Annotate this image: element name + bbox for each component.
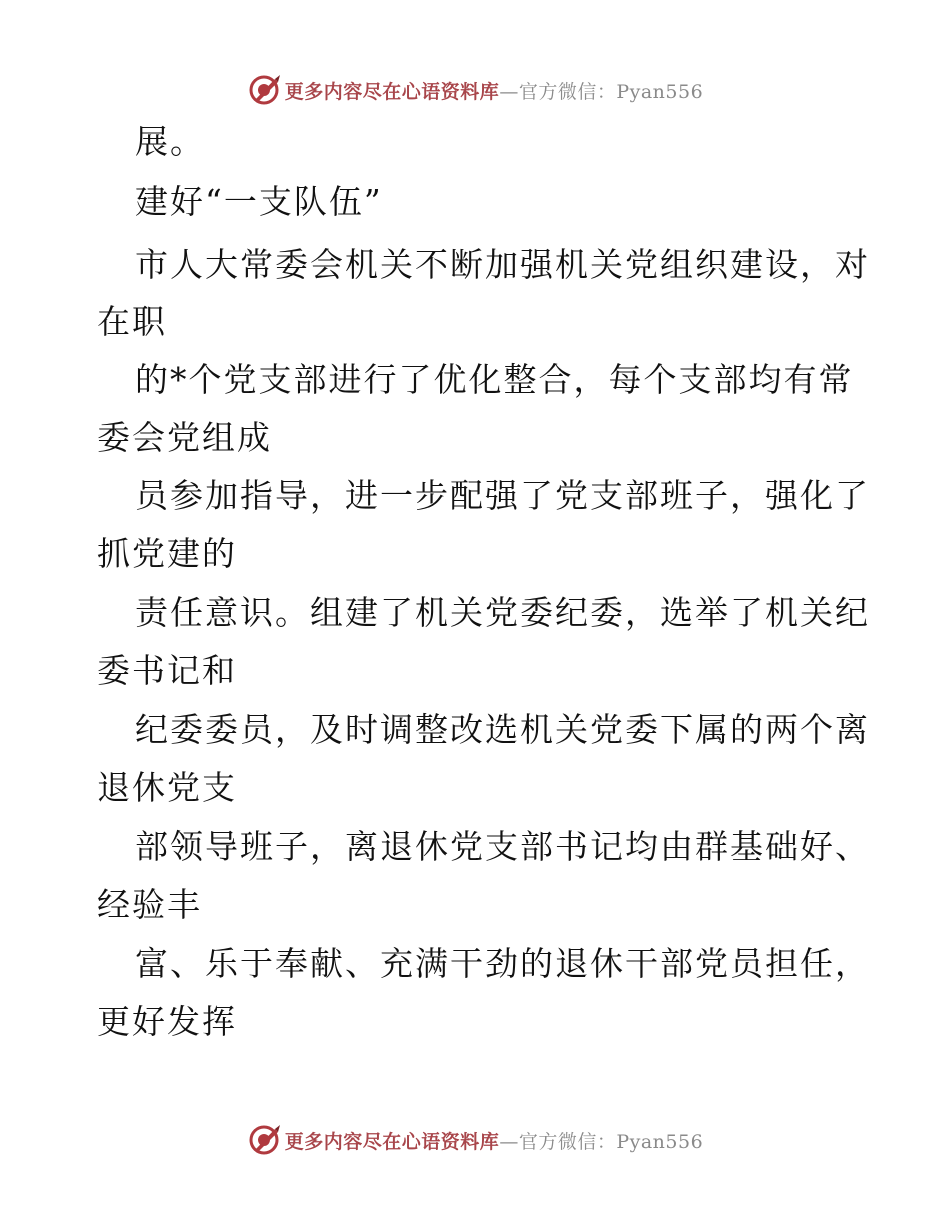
body-line: 经验丰 [97, 885, 202, 924]
body-line: 在职 [97, 302, 167, 341]
body-line: 部领导班子，离退休党支部书记均由群基础好、 [135, 827, 870, 866]
body-line: 富、乐于奉献、充满干劲的退休干部党员担任， [135, 944, 870, 983]
footer-wechat-label: 官方微信： [518, 1130, 617, 1153]
body-line: 抓党建的 [97, 534, 237, 573]
body-line: 市人大常委会机关不断加强机关党组织建设，对 [135, 245, 870, 284]
body-line: 更好发挥 [97, 1002, 237, 1041]
brand-logo-icon [247, 73, 281, 107]
header-wechat-label: 官方微信： [518, 80, 617, 103]
body-line: 展。 [135, 122, 205, 161]
footer-brand-text: 更多内容尽在心语资料库 [284, 1130, 500, 1153]
footer-separator: — [499, 1130, 519, 1153]
header-banner-text [285, 77, 703, 104]
body-line: 责任意识。组建了机关党委纪委，选举了机关纪 [135, 593, 870, 632]
body-line: 委会党组成 [97, 418, 272, 457]
body-line: 退休党支 [97, 768, 237, 807]
header-wechat-id: Pyan556 [616, 80, 704, 103]
body-line: 纪委委员，及时调整改选机关党委下属的两个离 [135, 710, 870, 749]
footer-wechat-id: Pyan556 [616, 1130, 704, 1153]
footer-banner-text [285, 1127, 703, 1154]
header-separator: — [499, 80, 519, 103]
header-banner [0, 70, 950, 110]
header-brand-text: 更多内容尽在心语资料库 [284, 80, 500, 103]
body-line: 的*个党支部进行了优化整合，每个支部均有常 [135, 360, 854, 399]
brand-logo-icon [247, 1123, 281, 1157]
body-line: 委书记和 [97, 651, 237, 690]
body-line: 员参加指导，进一步配强了党支部班子，强化了 [135, 476, 870, 515]
footer-banner [0, 1120, 950, 1160]
section-heading: 建好“一支队伍” [135, 182, 383, 221]
